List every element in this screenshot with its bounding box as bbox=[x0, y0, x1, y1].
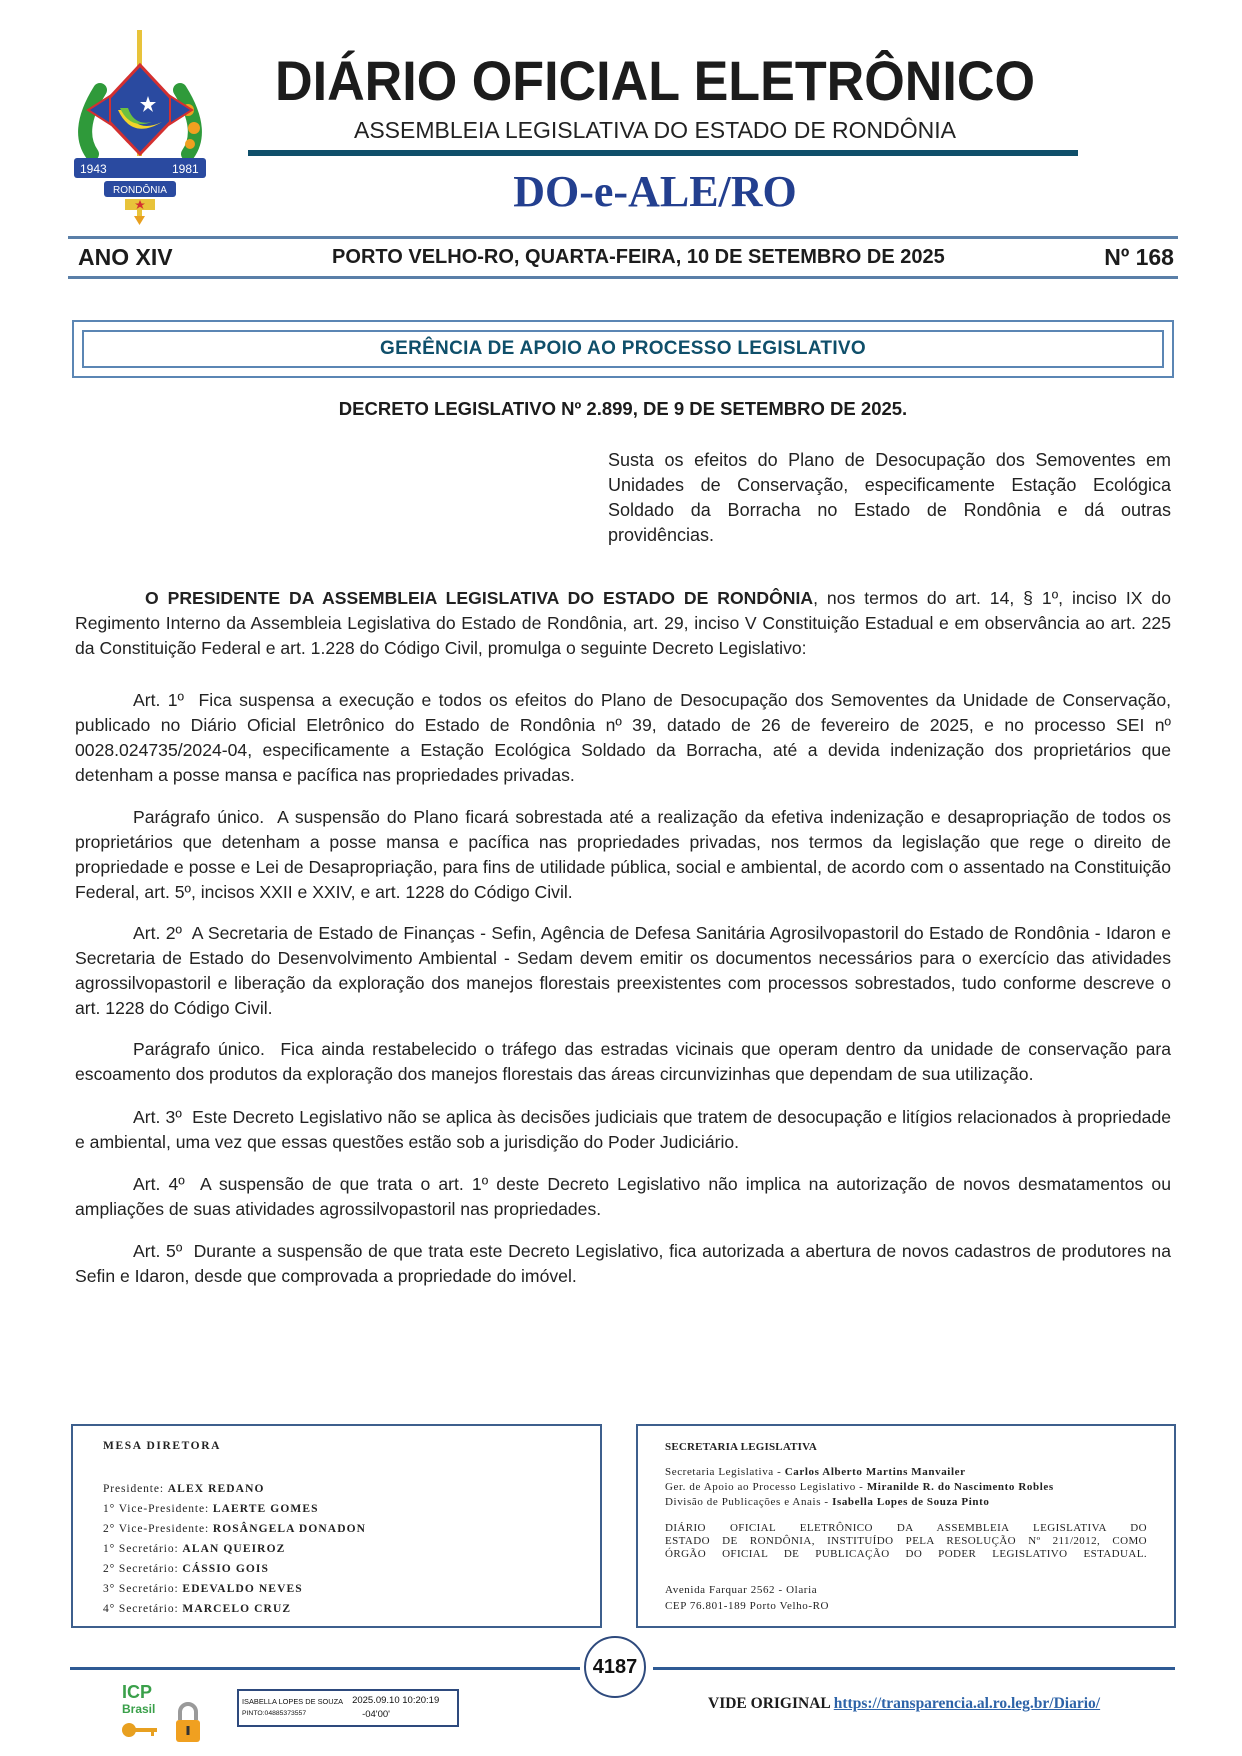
timestamp-column bbox=[346, 1691, 457, 1725]
member-role: 2° Secretário: bbox=[103, 1563, 179, 1575]
article-text: Fica suspensa a execução e todos os efeitos do Plano de Desocupação dos Semoventes da Unidade de Conservação, publicado no Diário Oficial Eletrônico do Estado de Rondônia nº 39, datado de 26 de fevereiro de 2025, e no processo SEI nº 0028.024735/2024-04, especificamente a Estação Ecológica Soldado da Borracha, até a devida indenização dos proprietários que detenham a posse mansa e pacífica nas propriedades privadas. bbox=[75, 690, 1171, 785]
address-line-2: CEP 76.801-189 Porto Velho-RO bbox=[665, 1600, 830, 1612]
member-row bbox=[103, 1542, 285, 1556]
mesa-diretora-box bbox=[71, 1424, 602, 1628]
newspaper-subtitle: ASSEMBLEIA LEGISLATIVA DO ESTADO DE RONDÔNIA bbox=[354, 117, 956, 143]
brand-acronym: DO-e-ALE/RO bbox=[513, 167, 797, 216]
member-role: 1° Vice-Presidente: bbox=[103, 1503, 210, 1515]
vide-original bbox=[708, 1694, 1100, 1714]
article-text: A Secretaria de Estado de Finanças - Sefin, Agência de Defesa Sanitária Agrosilvopastoril do Estado de Rondônia - Idaron e Secretaria de Estado do Desenvolvimento Ambiental - Sedam devem emitir os documentos necessários para o exercício das atividades agrossilvopastoril e liberação da exploração dos manejos florestais preexistentes com processos sobrestados, tudo conforme descreve o art. 1228 do Código Civil. bbox=[75, 923, 1171, 1018]
declaration-line: ÓRGÃO OFICIAL DE PUBLICAÇÃO DO PODER LEGISLATIVO ESTADUAL. bbox=[665, 1548, 1147, 1560]
mesa-diretora-heading: MESA DIRETORA bbox=[103, 1440, 222, 1452]
signer-column bbox=[239, 1691, 346, 1725]
footer-divider-left bbox=[70, 1667, 580, 1670]
coat-banner: RONDÔNIA bbox=[113, 185, 167, 196]
member-role: 3° Secretário: bbox=[103, 1583, 179, 1595]
staff-name: Miranilde R. do Nascimento Robles bbox=[866, 1481, 1054, 1493]
staff-role: Ger. de Apoio ao Processo Legislativo - bbox=[665, 1481, 864, 1493]
icp-logo-text-top: ICP bbox=[122, 1682, 153, 1702]
coat-year-left: 1943 bbox=[80, 162, 107, 176]
article-label: Art. 1º bbox=[133, 690, 184, 710]
article-2 bbox=[75, 921, 1171, 1021]
address-line-1: Avenida Farquar 2562 - Olaria bbox=[665, 1584, 818, 1596]
icp-brasil-logo-icon bbox=[118, 1680, 208, 1752]
year-label: ANO XIV bbox=[78, 244, 173, 270]
staff-role: Divisão de Publicações e Anais - bbox=[665, 1496, 829, 1508]
vide-label: VIDE ORIGINAL bbox=[708, 1695, 830, 1712]
article-label: Art. 4º bbox=[133, 1174, 185, 1194]
decree-preamble bbox=[75, 586, 1171, 661]
article-label: Parágrafo único. bbox=[133, 807, 265, 827]
meta-divider-top bbox=[68, 236, 1178, 239]
newspaper-title: DIÁRIO OFICIAL ELETRÔNICO bbox=[274, 49, 1035, 112]
staff-name: Isabella Lopes de Souza Pinto bbox=[832, 1496, 990, 1508]
issue-number: Nº 168 bbox=[1104, 244, 1174, 270]
member-row bbox=[103, 1602, 291, 1616]
signer-id: PINTO:04885373557 bbox=[242, 1710, 307, 1717]
member-row bbox=[103, 1502, 319, 1516]
member-name: LAERTE GOMES bbox=[212, 1503, 319, 1515]
member-name: CÁSSIO GOIS bbox=[182, 1563, 269, 1575]
section-header-box bbox=[72, 320, 1174, 378]
article-label: Art. 2º bbox=[133, 923, 182, 943]
staff-row bbox=[665, 1466, 966, 1479]
member-role: Presidente: bbox=[103, 1483, 164, 1495]
staff-name: Carlos Alberto Martins Manvailer bbox=[784, 1466, 966, 1478]
section-title: GERÊNCIA DE APOIO AO PROCESSO LEGISLATIVO bbox=[82, 330, 1164, 368]
member-name: EDEVALDO NEVES bbox=[182, 1583, 303, 1595]
date-line: PORTO VELHO-RO, QUARTA-FEIRA, 10 DE SETEMBRO DE 2025 bbox=[332, 246, 945, 268]
official-declaration bbox=[665, 1522, 1147, 1561]
article-text: A suspensão do Plano ficará sobrestada até a realização da efetiva indenização e desapropriação de todos os proprietários que detenham a posse mansa e pacífica nas propriedades privadas, nos termos da legislação que rege o direito de propriedade e posse e Lei de Desapropriação, para fins de utilidade pública, social e ambiental, de acordo com o assentado na Constituição Federal, art. 5º, incisos XXII e XXIV, e art. 1228 do Código Civil. bbox=[75, 807, 1171, 902]
article-text: A suspensão de que trata o art. 1º deste Decreto Legislativo não implica na autorização de novos desmatamentos ou ampliações de suas atividades agrossilvopastoril nas propriedades. bbox=[75, 1174, 1172, 1219]
digital-signature-box[interactable] bbox=[237, 1689, 459, 1727]
secretaria-heading: SECRETARIA LEGISLATIVA bbox=[665, 1441, 818, 1453]
header-divider bbox=[248, 150, 1078, 156]
member-row bbox=[103, 1562, 269, 1576]
secretaria-legislativa-box bbox=[636, 1424, 1176, 1628]
signature-timestamp: 2025.09.10 10:20:19 bbox=[352, 1695, 440, 1706]
staff-row bbox=[665, 1481, 1054, 1494]
staff-row bbox=[665, 1496, 989, 1509]
preamble-text: , nos termos do art. 14, § 1º, inciso IX do Regimento Interno da Assembleia Legislativa do Estado de Rondônia, art. 29, inciso V Constituição Estadual e em observância ao art. 225 da Constituição Federal e art. 1.228 do Código Civil, promulga o seguinte Decreto Legislativo: bbox=[75, 588, 1171, 658]
member-name: ALAN QUEIROZ bbox=[182, 1543, 286, 1555]
member-role: 2° Vice-Presidente: bbox=[103, 1523, 210, 1535]
article-label: Art. 3º bbox=[133, 1107, 182, 1127]
transparency-link[interactable]: https://transparencia.al.ro.leg.br/Diario/ bbox=[833, 1695, 1101, 1712]
article-label: Parágrafo único. bbox=[133, 1039, 265, 1059]
declaration-line: ESTADO DE RONDÔNIA, INSTITUÍDO PELA RESOLUÇÃO Nº 211/2012, COMO bbox=[665, 1535, 1147, 1547]
article-3 bbox=[75, 1105, 1171, 1155]
member-row bbox=[103, 1582, 303, 1596]
coat-year-right: 1981 bbox=[172, 162, 199, 176]
member-row bbox=[103, 1482, 265, 1496]
member-role: 1° Secretário: bbox=[103, 1543, 179, 1555]
staff-role: Secretaria Legislativa - bbox=[665, 1466, 782, 1478]
issue-meta-row bbox=[68, 242, 1178, 272]
coat-of-arms-icon bbox=[70, 30, 210, 225]
article-5 bbox=[75, 1239, 1171, 1289]
decree-body bbox=[75, 586, 1171, 1289]
article-2-sole-paragraph bbox=[75, 1037, 1171, 1087]
decree-title: DECRETO LEGISLATIVO Nº 2.899, DE 9 DE SETEMBRO DE 2025. bbox=[338, 398, 908, 419]
article-text: Fica ainda restabelecido o tráfego das estradas vicinais que operam dentro da unidade de conservação para escoamento dos produtos da exploração dos manejos florestais das áreas circunvizinhas que dependam de sua utilização. bbox=[75, 1039, 1171, 1084]
meta-divider-bottom bbox=[68, 276, 1178, 279]
signature-timezone: -04'00' bbox=[362, 1709, 390, 1720]
signer-name: ISABELLA LOPES DE SOUZA bbox=[242, 1697, 344, 1706]
article-text: Durante a suspensão de que trata este Decreto Legislativo, fica autorizada a abertura de novos cadastros de produtores na Sefin e Idaron, desde que comprovada a propriedade do imóvel. bbox=[75, 1241, 1171, 1286]
page-number: 4187 bbox=[584, 1636, 646, 1698]
decree-ementa: Susta os efeitos do Plano de Desocupação dos Semoventes em Unidades de Conservação, especificamente Estação Ecológica Soldado da Borracha no Estado de Rondônia e dá outras providências. bbox=[608, 450, 1171, 545]
article-label: Art. 5º bbox=[133, 1241, 183, 1261]
footer-divider-right bbox=[653, 1667, 1175, 1670]
article-4 bbox=[75, 1172, 1171, 1222]
article-text: Este Decreto Legislativo não se aplica às decisões judiciais que tratem de desocupação e litígios relacionados à propriedade e ambiental, uma vez que essas questões estão sob a jurisdição do Poder Judiciário. bbox=[75, 1107, 1172, 1152]
article-1-sole-paragraph bbox=[75, 805, 1171, 905]
member-name: MARCELO CRUZ bbox=[182, 1603, 292, 1615]
preamble-bold: O PRESIDENTE DA ASSEMBLEIA LEGISLATIVA DO ESTADO DE RONDÔNIA bbox=[145, 588, 814, 608]
icp-logo-text-bottom: Brasil bbox=[122, 1702, 156, 1716]
declaration-line: DIÁRIO OFICIAL ELETRÔNICO DA ASSEMBLEIA LEGISLATIVA DO bbox=[665, 1522, 1147, 1534]
article-1 bbox=[75, 688, 1171, 788]
member-name: ROSÂNGELA DONADON bbox=[212, 1523, 367, 1535]
member-name: ALEX REDANO bbox=[167, 1483, 265, 1495]
member-row bbox=[103, 1522, 366, 1536]
member-role: 4° Secretário: bbox=[103, 1603, 179, 1615]
